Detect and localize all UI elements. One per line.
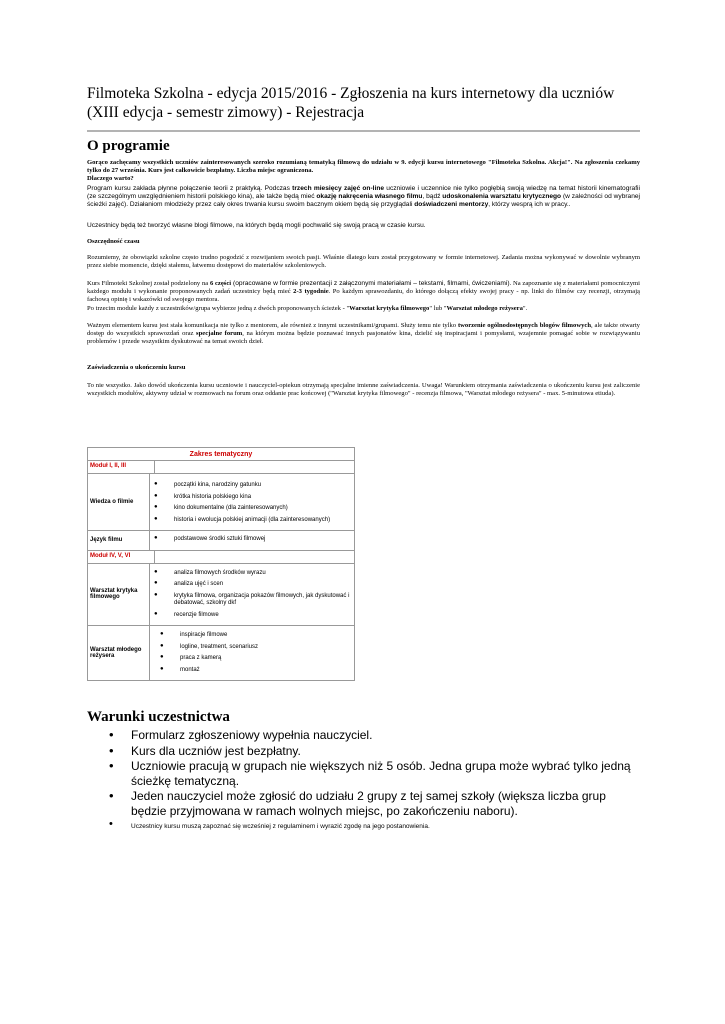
krytyk-label: Warsztat krytyka filmowego (88, 564, 150, 626)
structure-paragraph (87, 280, 640, 313)
p4-bold-czesci: 6 części (209, 280, 232, 287)
list-item: • Formularz zgłoszeniowy wypełnia nauczyciel. (87, 728, 640, 743)
list-item: ● analiza ujęć i scen (154, 581, 350, 589)
list-item: ● kino dokumentalne (dla zainteresowanych) (154, 505, 350, 513)
p5-text-e: , na którym można będzie poznawać innych pasjonatów kina, dzielić się inspiracjami i pomysłami, wzajemnie pomagać sobie w rozwiązywaniu problemów i przede wszystkim dyskutować na temat swoich dzieł. (87, 330, 640, 346)
blog-paragraph: Uczestnicy będą też tworzyć własne blogi filmowe, na których będą mogli pochwalić się swoją pracą w czasie kursu. (87, 222, 426, 229)
p5-bold-blogi: tworzenie ogólnodostępnych blogów filmowych (457, 322, 592, 329)
module-label-2: Moduł IV, V, VI (88, 551, 155, 563)
table-row (88, 563, 354, 626)
p1-text-a: Program kursu zakłada płynne połączenie teorii z praktyką. Podczas (87, 185, 293, 192)
page-title: Filmoteka Szkolna - edycja 2015/2016 - Zgłoszenia na kurs internetowy dla uczniów (XIII edycja - semestr zimowy) - Rejestracja (87, 85, 615, 121)
wiedza-cell (150, 474, 354, 530)
list-item: ● logline, treatment, scenariusz (154, 644, 350, 652)
p1-bold-film: okazję nakręcenia własnego filmu (316, 193, 423, 201)
list-item: ● krótka historia polskiego kina (154, 494, 350, 502)
p5-text-c: , ale także otwarty dostęp do wszystkich sprawozdań oraz (87, 322, 640, 338)
p4-text-c: (opracowane w formie prezentacji z załączonymi materiałami – tekstami, filmami, ćwiczeniami) (231, 280, 510, 287)
list-item: • Uczniowie pracują w grupach nie większych niż 5 osób. Jedna grupa może wybrać tylko jedną ścieżkę tematyczną. (87, 759, 640, 788)
list-item: ● recenzje filmowe (154, 612, 350, 620)
table-header: Zakres tematyczny (88, 448, 354, 461)
program-paragraph (87, 185, 640, 210)
p4-bold-krytyk: Warsztat krytyka filmowego (349, 304, 430, 312)
module-label-1: Moduł I, II, III (88, 461, 155, 473)
wiedza-label: Wiedza o filmie (88, 474, 150, 530)
module-row-2 (88, 550, 354, 563)
rezyser-label: Warsztat młodego reżysera (88, 626, 150, 680)
list-item: ● analiza filmowych środków wyrazu (154, 570, 350, 578)
jezyk-label: Język filmu (88, 531, 150, 550)
p1-text-g: (w zależności od wybranej ścieżki zajęć). Działaniom młodzieży przez cały okres trwania kursu swoim bacznym okiem będą się przyglądali (87, 193, 641, 209)
rezyser-cell (150, 626, 354, 680)
p1-text-e: , bądź (422, 193, 443, 201)
list-item: • Jeden nauczyciel może zgłosić do udziału 2 grupy z tej samej szkoły (większa liczba grup będzie przyjmowana w ramach wolnych miejsc, po zakończeniu naboru). (87, 789, 640, 818)
list-item: • Uczestnicy kursu muszą zapoznać się wcześniej z regulaminem i wyrazić zgodę na jego postanowienia. (87, 822, 640, 831)
p1-bold-mentorzy: doświadczeni mentorzy (414, 201, 489, 209)
table-row (88, 473, 354, 530)
p1-text-i: , którzy wesprą ich w pracy.. (488, 201, 571, 209)
table-row (88, 625, 354, 680)
time-paragraph: Rozumiemy, że obowiązki szkolne często trudno pogodzić z rozwijaniem swoich pasji. Właśnie dlatego kurs został przygotowany w formie internetowej. Zadania można wykonywać w dowolnie wybranym przez siebie momencie, dzięki stałemu, łatwemu dostępowi do materiałów szkoleniowych. (87, 254, 640, 270)
list-item: ● krytyka filmowa, organizacja pokazów filmowych, jak dyskutować i debatować, szkolny dkf (154, 593, 350, 608)
module-row-1-blank (155, 461, 354, 473)
communication-paragraph (87, 322, 640, 347)
topic-table (87, 447, 355, 681)
p4-bold-rezyser: Warsztat młodego reżysera (446, 304, 523, 312)
p4-text-k: ". (522, 304, 528, 312)
module-row-2-blank (155, 551, 354, 563)
p4-text-d: . Na zapoznanie się z materiałami pomocniczymi każdego modułu i wykonanie proponowanych zadań uczestnicy będą mieć (87, 280, 640, 296)
list-item: ● praca z kamerą (154, 655, 350, 663)
list-item: ● inspiracje filmowe (154, 632, 350, 640)
time-heading: Oszczędność czasu (87, 238, 140, 245)
p4-text-f: . Po każdym sprawozdaniu, do którego dołączą efekty swojej pracy - np. linki do filmów czy recenzji, otrzymają fachową opinię i wskazówki od swojego mentora. (87, 288, 640, 304)
conditions-list (87, 728, 640, 832)
title-divider (87, 130, 640, 132)
p4-text-a: Kurs Filmoteki Szkolnej został podzielony na (87, 280, 210, 287)
p4-bold-tygodnie: 2-3 tygodnie (293, 288, 329, 296)
p5-bold-forum: specjalne forum (196, 330, 243, 338)
list-item: ● montaż (154, 667, 350, 675)
p1-text-c: uczniowie i uczennice nie tylko pogłębią swoją wiedzę na temat historii kinematografii (ze szczególnym uwzględnieniem historii polskiego kina), ale także będą mieć (87, 185, 640, 201)
list-item: ● podstawowe środki sztuki filmowej (154, 536, 350, 544)
jezyk-cell (150, 531, 354, 550)
list-item: ● początki kina, narodziny gatunku (154, 482, 350, 490)
cert-heading: Zaświadczenia o ukończeniu kursu (87, 364, 186, 371)
about-heading: O programie (87, 138, 170, 154)
krytyk-cell (150, 564, 354, 626)
why-question: Dlaczego warto? (87, 175, 134, 183)
cert-paragraph: To nie wszystko. Jako dowód ukończenia kursu uczniowie i nauczyciel-opiekun otrzymają specjalne imienne zaświadczenia. Uwaga! Warunkiem otrzymania zaświadczenia o ukończeniu kursu jest zaliczenie wszystkich modułów, aktywny udział w rozmowach na forum oraz oddanie prac końcowej ("Warsztat krytyka filmowego" - recenzja filmowa, "Warsztat młodego reżysera" - max. 5-minutowa etiuda). (87, 382, 640, 398)
p1-bold-online: trzech miesięcy zajęć on-line (292, 185, 385, 192)
p4-text-i: " lub " (429, 304, 447, 312)
list-item: ● historia i ewolucja polskiej animacji (dla zainteresowanych) (154, 517, 350, 525)
module-row-1 (88, 461, 354, 473)
intro-paragraph (87, 159, 640, 184)
list-item: • Kurs dla uczniów jest bezpłatny. (87, 744, 640, 759)
table-row (88, 530, 354, 550)
conditions-heading: Warunki uczestnictwa (87, 709, 230, 725)
p5-text-a: Ważnym elementem kursu jest stała komunikacja nie tylko z mentorem, ale również z innymi uczestnikami/grupami. Służy temu nie tylko (87, 322, 458, 329)
p1-bold-krytyka: udoskonalenia warsztatu krytycznego (442, 193, 562, 201)
p4-text-g: Po trzecim module każdy z uczestników/grupa wybierze jedną z dwóch proponowanych ścieżek - " (87, 304, 350, 312)
intro-text: Gorąco zachęcamy wszystkich uczniów zainteresowanych szeroko rozumianą tematyką filmową do udziału w 9. edycji kursu internetowego "Filmoteka Szkolna. Akcja!". Na zgłoszenia czekamy tylko do 27 września. Kurs jest całkowicie bezpłatny. Liczba miejsc ograniczona. (87, 159, 640, 175)
